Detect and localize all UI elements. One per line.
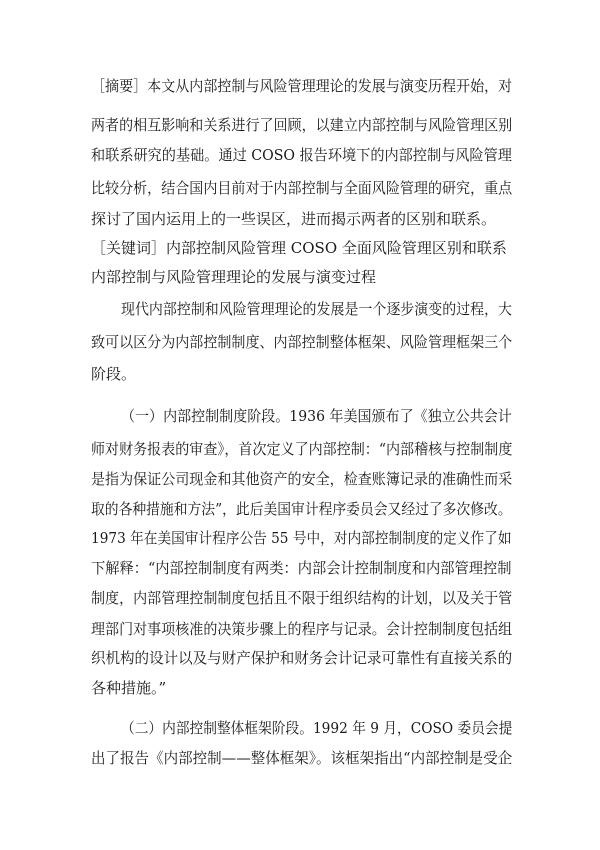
abstract-line-4: 比较分析，结合国内目前对于内部控制与全面风险管理的研究，重点 <box>91 179 513 197</box>
paragraph-2-line-6: 下解释：“内部控制制度有两类：内部会计控制制度和内部管理控制 <box>91 559 512 577</box>
keywords-line: ［关键词］内部控制风险管理 COSO 全面风险管理区别和联系 <box>91 239 507 257</box>
paragraph-3-line-1: （二）内部控制整体框架阶段。1992 年 9 月，COSO 委员会提 <box>121 719 513 737</box>
paragraph-2-line-8: 理部门对事项核准的决策步骤上的程序与记录。会计控制制度包括组 <box>91 620 513 638</box>
paragraph-1-line-1: 现代内部控制和风险管理理论的发展是一个逐步演变的过程，大 <box>121 300 513 318</box>
section-heading: 内部控制与风险管理理论的发展与演变过程 <box>91 268 377 286</box>
paragraph-2-line-1: （一）内部控制制度阶段。1936 年美国颁布了《独立公共会计 <box>121 407 512 425</box>
paragraph-2-line-9: 织机构的设计以及与财产保护和财务会计记录可靠性有直接关系的 <box>91 649 513 667</box>
abstract-line-2: 两者的相互影响和关系进行了回顾，以建立内部控制与风险管理区别 <box>91 116 513 134</box>
abstract-line-3: 和联系研究的基础。通过 COSO 报告环境下的内部控制与风险管理 <box>91 146 512 164</box>
paragraph-3-line-2: 出了报告《内部控制——整体框架》。该框架指出“内部控制是受企 <box>91 749 513 767</box>
paragraph-2-line-3: 是指为保证公司现金和其他资产的安全，检查账簿记录的准确性而采 <box>91 470 513 488</box>
paragraph-1-line-3: 阶段。 <box>91 365 137 383</box>
abstract-line-5: 探讨了国内运用上的一些误区，进而揭示两者的区别和联系。 <box>91 210 497 228</box>
paragraph-1-line-2: 致可以区分为内部控制制度、内部控制整体框架、风险管理框架三个 <box>91 333 513 351</box>
paragraph-2-line-5: 1973 年在美国审计程序公告 55 号中，对内部控制制度的定义作了如 <box>91 529 512 547</box>
paragraph-2-line-7: 制度，内部管理控制制度包括且不限于组织结构的计划，以及关于管 <box>91 589 513 607</box>
paragraph-2-line-2: 师对财务报表的审查》，首次定义了内部控制：“内部稽核与控制制度 <box>91 440 513 458</box>
paragraph-2-line-10: 各种措施。” <box>91 679 167 697</box>
abstract-line-1: ［摘要］本文从内部控制与风险管理理论的发展与演变历程开始，对 <box>91 77 513 95</box>
paragraph-2-line-4: 取的各种措施和方法”，此后美国审计程序委员会又经过了多次修改。 <box>91 500 512 518</box>
